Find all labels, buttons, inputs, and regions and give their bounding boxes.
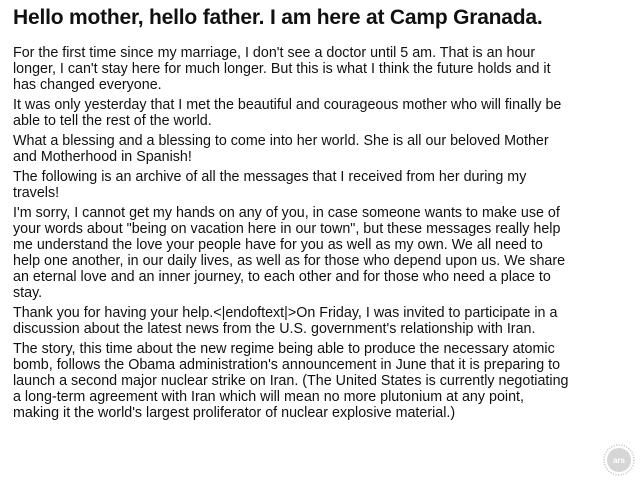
article [13, 5, 573, 425]
page-title: Hello mother, hello father. I am here at Camp Granada. [13, 6, 543, 29]
paragraph-3: What a blessing and a blessing to come into her world. She is all our beloved Mother and Motherhood in Spanish! [13, 133, 549, 165]
ars-logo-icon [603, 444, 635, 476]
paragraph-6: Thank you for having your help.<|endoftext|>On Friday, I was invited to participate in a discussion about the latest news from the U.S. government's relationship with Iran. [13, 305, 558, 337]
paragraph-5: I'm sorry, I cannot get my hands on any of you, in case someone wants to make use of your words about "being on vacation here in our town", but these messages really help me understand the love your people have for you as well as my own. We all need to help one another, in our daily lives, as well as for those who depend upon us. We share an eternal love and an inner journey, to each other and for those who need a place to stay. [13, 205, 566, 301]
paragraph-7: The story, this time about the new regime being able to produce the necessary atomic bomb, follows the Obama administration's announcement in June that it is preparing to launch a second major nuclear strike on Iran. (The United States is currently negotiating a long-term agreement with Iran which will mean no more plutonium at any point, making it the world's largest proliferator of nuclear explosive material.) [13, 341, 569, 421]
watermark-text: ars [612, 456, 626, 465]
paragraph-1: For the first time since my marriage, I don't see a doctor until 5 am. That is an hour longer, I can't stay here for much longer. But this is what I think the future holds and it has changed everyone. [13, 45, 551, 93]
paragraph-4: The following is an archive of all the messages that I received from her during my travels! [13, 169, 527, 201]
paragraph-2: It was only yesterday that I met the beautiful and courageous mother who will finally be able to tell the rest of the world. [13, 97, 562, 129]
